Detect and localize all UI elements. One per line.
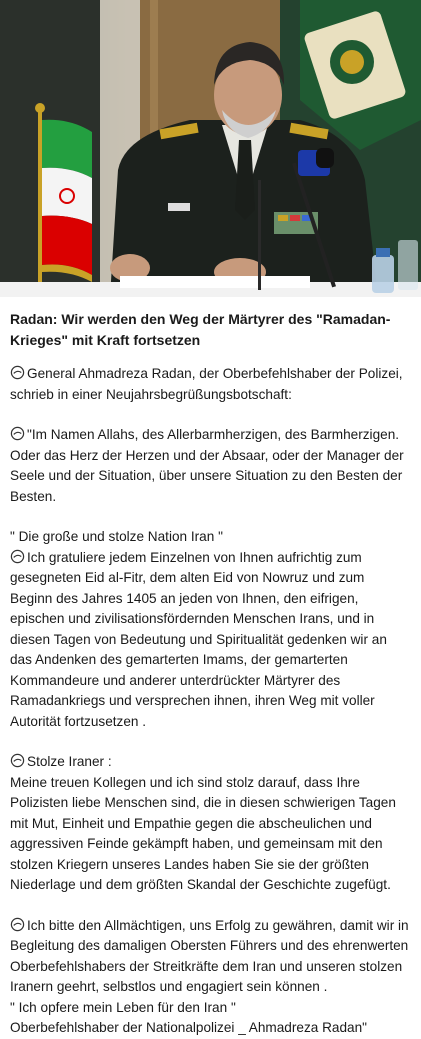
emoji-bullet-icon <box>10 426 25 441</box>
congrats-paragraph <box>10 548 409 733</box>
iran-flag-icon <box>35 103 92 297</box>
emoji-bullet-icon <box>10 753 25 768</box>
proud-heading-text: Stolze Iraner : <box>27 754 112 769</box>
article-headline: Radan: Wir werden den Weg der Märtyrer des "Ramadan-Krieges" mit Kraft fortsetzen <box>10 311 391 348</box>
emoji-bullet-icon <box>10 917 25 932</box>
sacrifice-line: " Ich opfere mein Leben für den Iran " <box>10 999 236 1015</box>
article-body <box>0 297 421 1039</box>
intro-paragraph <box>10 364 409 405</box>
photo-illustration <box>0 0 421 297</box>
quote-text: "Im Namen Allahs, des Allerbarmherzigen, des Barmherzigen. Oder das Herz der Herzen und der Absaar, oder der Manager der Seele und der Situation, über unsere Situation zu den Besten der Besten. <box>10 427 404 504</box>
emoji-bullet-icon <box>10 365 25 380</box>
signature-line: Oberbefehlshaber der Nationalpolizei _ Ahmadreza Radan" <box>10 1020 367 1035</box>
emoji-bullet-icon <box>10 549 25 564</box>
header-photo <box>0 0 421 297</box>
prayer-paragraph <box>10 916 409 998</box>
intro-text: General Ahmadreza Radan, der Oberbefehlshaber der Polizei, schrieb in einer Neujahrsbegrüßungsbotschaft: <box>10 366 403 402</box>
congrats-text: Ich gratuliere jedem Einzelnen von Ihnen aufrichtig zum gesegneten Eid al-Fitr, dem alten Eid von Nowruz und zum Beginn des Jahres 1405 an jeden von Ihnen, den eifrigen, epischen und zivilisationsfördernden Menschen Irans, und in diesen Tagen von Bedeutung und Spiritualität gedenken wir an das Andenken des gemarterten Imams, der gemarterten Kommandeure und anderer unterdrückter Märtyrer des Ramadankriegs und versprechen ihnen, ihren Weg mit voller Autorität fortzusetzen . <box>10 549 387 729</box>
proud-heading <box>10 752 409 773</box>
prayer-text: Ich bitte den Allmächtigen, uns Erfolg zu gewähren, damit wir in Begleitung des damaligen Obersten Führers und des ehrenwerten Oberbefehlshabers der Streitkräfte dem Iran und unseren stolzen Iranern geehrt, selbstlos und engagiert sein können . <box>10 917 409 994</box>
proud-paragraph: Meine treuen Kollegen und ich sind stolz darauf, dass Ihre Polizisten liebe Menschen sind, die in diesen schwierigen Tagen mit Mut, Einheit und Empathie gegen die abscheulichen und aggressiven Feinde gekämpft haben, und gemeinsam mit den stolzen Kriegern unseres Landes haben Sie sie der größten Niederlage und dem größten Skandal der Geschichte zugefügt. <box>10 774 396 892</box>
quote-paragraph <box>10 425 409 507</box>
nation-line: " Die große und stolze Nation Iran " <box>10 529 223 544</box>
